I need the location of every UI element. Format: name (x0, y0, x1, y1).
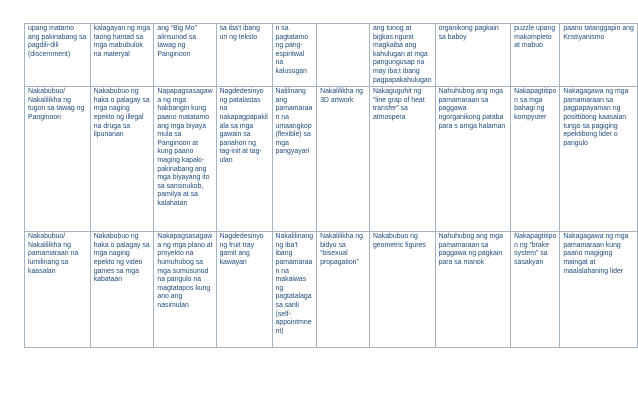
table-cell: ang “Big Mo” alinsunod sa tawag ng Panginoon (154, 24, 216, 87)
table-cell: Nakagagawa ng mga pamamaraan kung paano magiging maingat at maalalahaning lider (560, 232, 638, 348)
table-cell: Nakalilinang ng iba't ibang pamamaraa n na makaiwas ng pagtatalaga sa sarili (self-appointmne nt) (272, 232, 317, 348)
table-cell: Nalilinang ang pamamaraa n na umaangkop (flexible) sa mga pangyayari (272, 87, 317, 232)
table-cell: Nakapagtitipo n sa mga bahagi ng kompyuter (511, 87, 560, 232)
table-cell: upang matamo ang pakinabang sa pagdili-dili (discernment) (25, 24, 91, 87)
table-cell: Napapagsasagaw a ng mga hakbangin kung paano matatamo ang mga biyaya mula sa Panginoon at kung paano maging kapaki-pakinabang ang mga biyayang ito sa sansinukob, pamilya at sa kalahatan (154, 87, 216, 232)
table-cell: Nakapagsasagaw a ng mga plano at proyekto na humuhubog sa mga sumusunod na pangulo na magtatapos kung ano ang nasimulan (154, 232, 216, 348)
table-cell: Nagdedesinyo ng fruit tray gamit ang kawayan (216, 232, 272, 348)
table-cell: kalagayan ng mga taong hantad sa mga mabubulok na materyal (90, 24, 154, 87)
competency-table (24, 23, 638, 348)
table-cell: Nakaguguhit ng “line grap of heat transfer” sa atmospera (369, 87, 435, 232)
table-cell: n sa pagtatamo ng pang-espiritwal na kalusugan (272, 24, 317, 87)
table-cell: Nakabubuo ng geometric figures (369, 232, 435, 348)
table-row (25, 24, 638, 87)
table-cell: Nahuhubog ang mga pamamaraan sa paggawa ngorganikong pataba para s amga halaman (435, 87, 511, 232)
table-cell: Nahuhubog ang mga pamamaraan sa paggawa ng pagkain para sa manok (435, 232, 511, 348)
table-cell: Nakapagtitipo n ng “brake system” sa sasakyan (511, 232, 560, 348)
table-cell (317, 24, 370, 87)
table-cell: Nakalilikha ng bidyu sa “bisexual propagation” (317, 232, 370, 348)
table-cell: Nakabubuo ng haka o palagay sa mga naging epekto ng illegal na druga sa lipunanan (90, 87, 154, 232)
table-cell: organikong pagkain sa baboy (435, 24, 511, 87)
table-row (25, 87, 638, 232)
table-cell: Nakabubuo/ Nakalilikha ng pamamaraan na lumilinang sa kaasalan (25, 232, 91, 348)
table-cell: Nakabubuo ng haka o palagay sa mga naging epekto ng video games sa mga kabataan (90, 232, 154, 348)
table-cell: Nakagagawa ng mga pamamaraan sa pagpapayaman ng posittibong kaasalan tungo sa pagiging epektibong lider o pangulo (560, 87, 638, 232)
table-cell: Nagdedesinyo ng patalastas na nakapagpapakil ala sa mga gawain sa panahon ng tag-init at tag-ulan (216, 87, 272, 232)
table-cell: paano tatanggapin ang Kristiyanismo (560, 24, 638, 87)
table-cell: sa iba't ibang uri ng teksto (216, 24, 272, 87)
table-cell: Nakabubuo/ Nakalilikha ng tugon sa tawag ng Panginoon (25, 87, 91, 232)
table-cell: Nakalilikha ng 3D artwork (317, 87, 370, 232)
table-row (25, 232, 638, 348)
table-cell: puzzle upang makompleto at mabuo (511, 24, 560, 87)
table-cell: ang tunog at bigkas ngunit magkaiba ang kahulugan at mga pangungusap na may iba;t ibang pagpapakahulugan (369, 24, 435, 87)
